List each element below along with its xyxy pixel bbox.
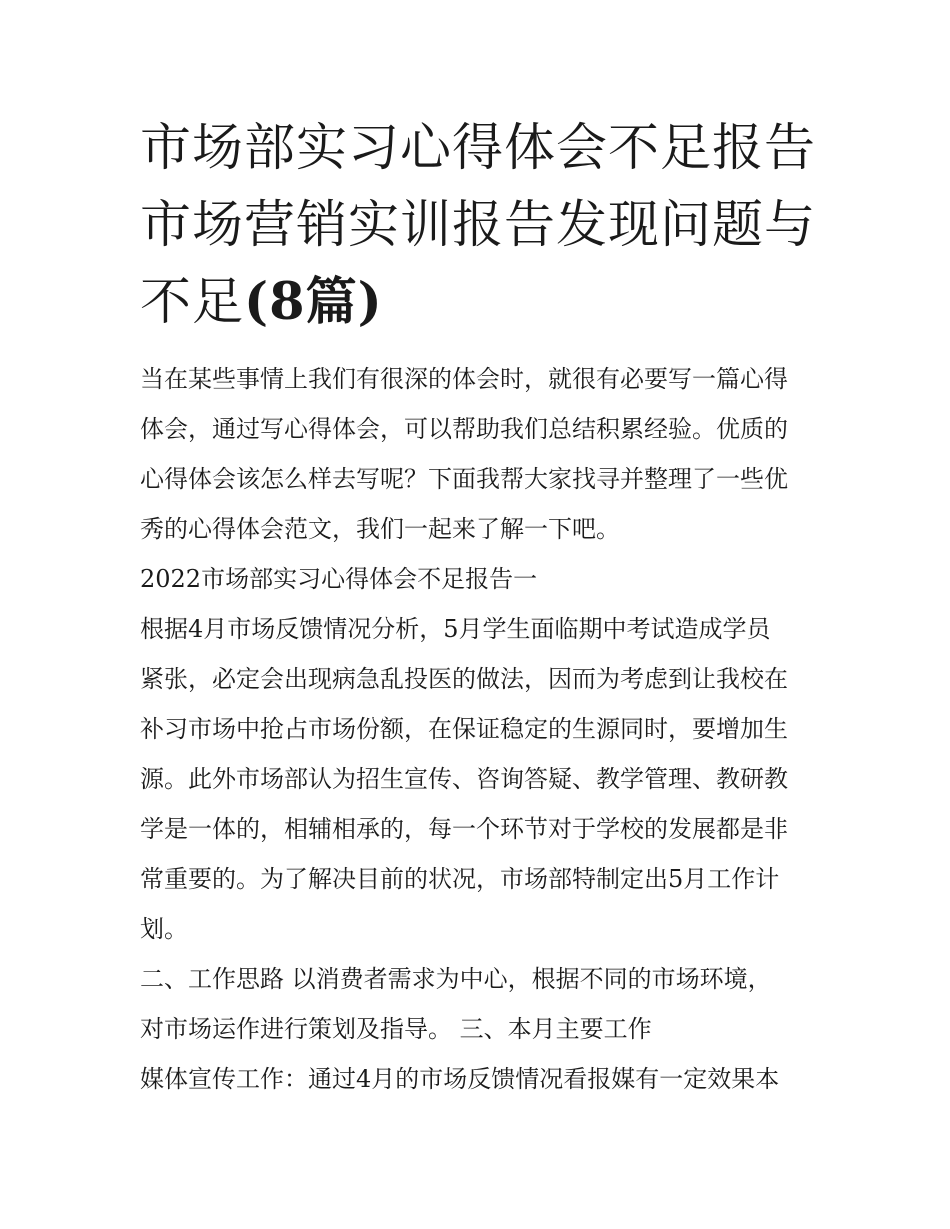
text-line: 划。 (140, 915, 188, 943)
title-line-last (140, 264, 820, 341)
title-line-text: 不足 (140, 273, 245, 332)
text-line: 源。此外市场部认为招生宣传、咨询答疑、教学管理、教研教 (140, 765, 788, 793)
text-line: 当在某些事情上我们有很深的体会时，就很有必要写一篇心得 (140, 365, 788, 393)
paragraph-plan (140, 604, 820, 954)
paragraph-approach (140, 954, 820, 1054)
text-line: 对市场运作进行策划及指导。 三、本月主要工作 (140, 1015, 652, 1043)
document-body (140, 354, 820, 1104)
title-count: (8篇) (244, 272, 383, 332)
text-line: 媒体宣传工作：通过4月的市场反馈情况看报媒有一定效果本 (140, 1065, 780, 1093)
text-line: 秀的心得体会范文，我们一起来了解一下吧。 (140, 515, 620, 543)
text-line: 心得体会该怎么样去写呢？下面我帮大家找寻并整理了一些优 (140, 465, 788, 493)
text-line: 紧张，必定会出现病急乱投医的做法，因而为考虑到让我校在 (140, 665, 788, 693)
text-line: 常重要的。为了解决目前的状况，市场部特制定出5月工作计 (140, 865, 780, 893)
text-line: 补习市场中抢占市场份额，在保证稳定的生源同时，要增加生 (140, 715, 788, 743)
text-line: 二、工作思路 以消费者需求为中心，根据不同的市场环境， (140, 965, 772, 993)
intro-paragraph (140, 354, 820, 554)
title-line: 市场部实习心得体会不足报告 (140, 119, 817, 178)
paragraph-media (140, 1054, 820, 1104)
text-line: 学是一体的，相辅相承的，每一个环节对于学校的发展都是非 (140, 815, 788, 843)
title-line: 市场营销实训报告发现问题与 (140, 196, 817, 255)
section-heading: 2022市场部实习心得体会不足报告一 (140, 565, 538, 593)
document-title (140, 110, 820, 341)
text-line: 根据4月市场反馈情况分析，5月学生面临期中考试造成学员 (140, 615, 771, 643)
text-line: 体会，通过写心得体会，可以帮助我们总结积累经验。优质的 (140, 415, 788, 443)
